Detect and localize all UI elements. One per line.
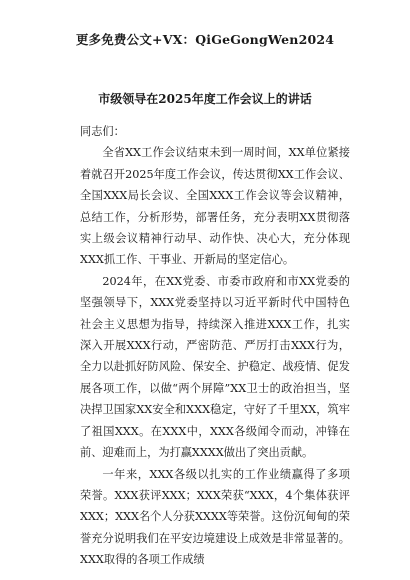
watermark-header: 更多免费公文+VX：QiGeGongWen2024 [75,32,335,47]
salutation: 同志们： [80,125,125,138]
document-body [80,121,350,571]
paragraph-1: 全省XX工作会议结束未到一周时间，XX单位紧接着就召开2025年度工作会议，传达贯彻XX工作会议、全国XXX局长会议、全国XXX工作会议等会议精神，总结工作，分析形势，部署任务，充分表明XX贯彻落实上级会议精神行动早、动作快、决心大，充分体现XXX抓工作、干事业、开新局的坚定信心。 [80,146,350,267]
document-title: 市级领导在2025年度工作会议上的讲话 [98,92,312,106]
paragraph-2: 2024年，在XX党委、市委市政府和市XX党委的坚强领导下，XXX党委坚持以习近平新时代中国特色社会主义思想为指导，持续深入推进XXX工作，扎实深入开展XXX行动，严密防范、严厉打击XXX行为，全力以赴抓好防风险、保安全、护稳定、战疫情、促发展各项工作，以做“两个屏障”XX卫士的政治担当，坚决捍卫国家XX安全和XXX稳定，守好了千里XX，筑牢了祖国XXX。在XXX中，XXX各级闻令而动，冲锋在前、迎难而上，为打赢XXXX做出了突出贡献。 [80,274,350,460]
paragraph-3: 一年来，XXX各级以扎实的工作业绩赢得了多项荣誉。XXX获评XXX；XXX荣获“XXX，4个集体获评XXX；XXX名个人分获XXXX等荣誉。这份沉甸甸的荣誉充分说明我们在平安边境建设上成效是非常显著的。XXX取得的各项工作成绩 [80,467,350,567]
